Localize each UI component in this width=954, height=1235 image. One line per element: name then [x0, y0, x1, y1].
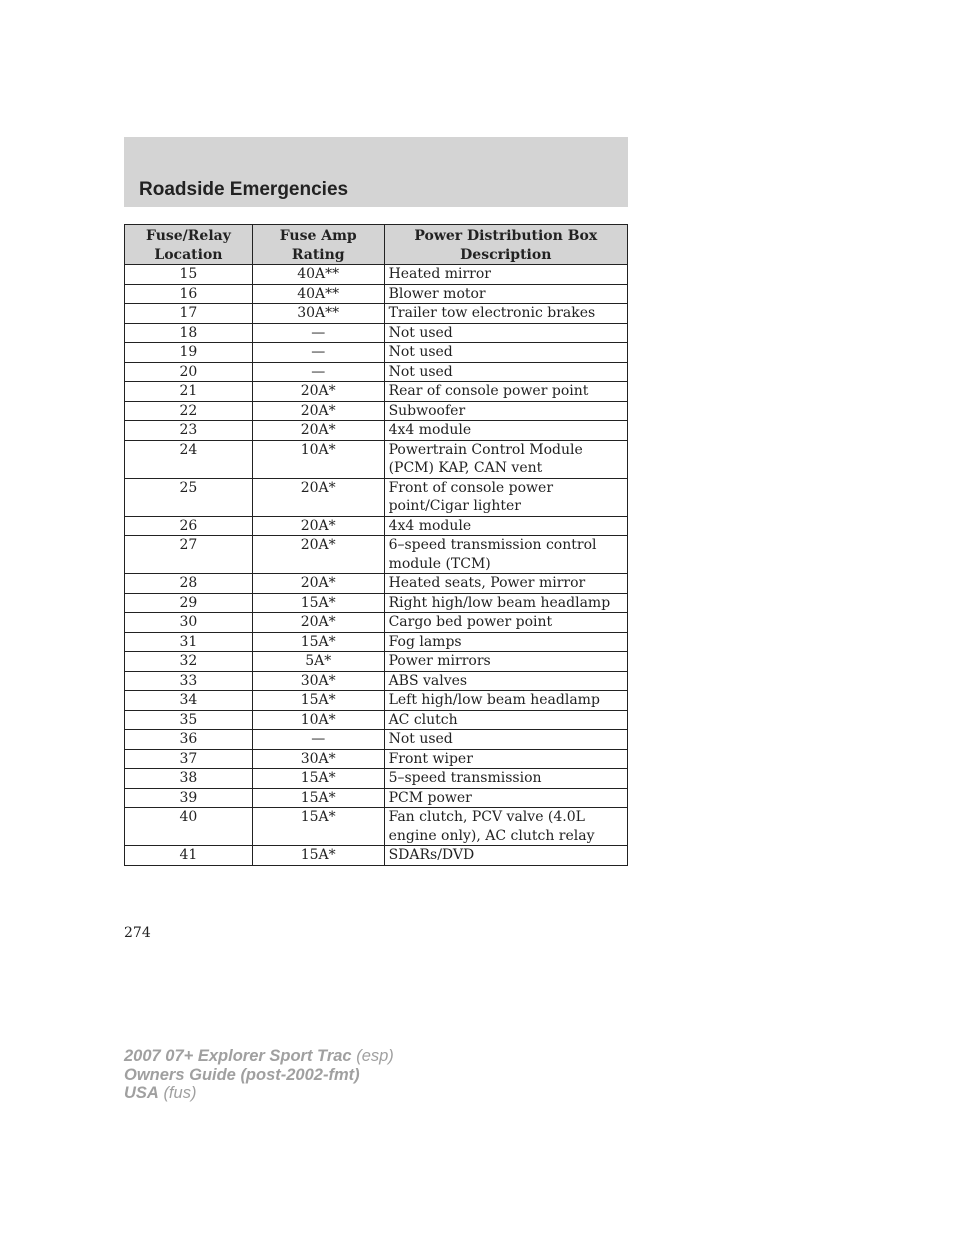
- fuse-rating-cell: 30A**: [252, 304, 384, 324]
- fuse-location-cell: 34: [125, 691, 253, 711]
- table-header-row: [125, 225, 628, 265]
- fuse-description-cell: Not used: [384, 323, 627, 343]
- fuse-location-cell: 16: [125, 284, 253, 304]
- section-header-band: [124, 137, 628, 207]
- fuse-description-cell: Not used: [384, 730, 627, 750]
- fuse-description-cell: Front of console power point/Cigar lighter: [384, 478, 627, 516]
- column-header-location: Fuse/Relay Location: [125, 225, 253, 265]
- fuse-location-cell: 40: [125, 808, 253, 846]
- table-row: [125, 440, 628, 478]
- fuse-rating-cell: 20A*: [252, 613, 384, 633]
- fuse-rating-cell: 15A*: [252, 632, 384, 652]
- fuse-rating-cell: —: [252, 343, 384, 363]
- fuse-rating-cell: 20A*: [252, 574, 384, 594]
- table-row: [125, 265, 628, 285]
- fuse-location-cell: 32: [125, 652, 253, 672]
- fuse-location-cell: 33: [125, 671, 253, 691]
- fuse-location-cell: 20: [125, 362, 253, 382]
- footer-model: 2007 07+ Explorer Sport Trac: [124, 1047, 352, 1065]
- table-row: [125, 574, 628, 594]
- fuse-location-cell: 19: [125, 343, 253, 363]
- fuse-location-cell: 41: [125, 846, 253, 866]
- fuse-table: [124, 224, 628, 866]
- fuse-rating-cell: 15A*: [252, 769, 384, 789]
- table-row: [125, 593, 628, 613]
- fuse-rating-cell: —: [252, 362, 384, 382]
- fuse-location-cell: 15: [125, 265, 253, 285]
- fuse-description-cell: Subwoofer: [384, 401, 627, 421]
- table-row: [125, 846, 628, 866]
- page-number: 274: [124, 925, 151, 941]
- fuse-rating-cell: 15A*: [252, 788, 384, 808]
- table-row: [125, 382, 628, 402]
- fuse-rating-cell: 15A*: [252, 808, 384, 846]
- fuse-description-cell: Rear of console power point: [384, 382, 627, 402]
- table-row: [125, 478, 628, 516]
- table-row: [125, 536, 628, 574]
- fuse-location-cell: 18: [125, 323, 253, 343]
- fuse-rating-cell: 10A*: [252, 710, 384, 730]
- fuse-location-cell: 31: [125, 632, 253, 652]
- fuse-location-cell: 30: [125, 613, 253, 633]
- fuse-location-cell: 28: [125, 574, 253, 594]
- table-row: [125, 421, 628, 441]
- fuse-description-cell: Not used: [384, 362, 627, 382]
- table-row: [125, 730, 628, 750]
- fuse-rating-cell: 20A*: [252, 382, 384, 402]
- footer-market-code: (fus): [163, 1084, 197, 1102]
- fuse-location-cell: 21: [125, 382, 253, 402]
- table-row: [125, 516, 628, 536]
- fuse-description-cell: AC clutch: [384, 710, 627, 730]
- table-row: [125, 808, 628, 846]
- table-row: [125, 788, 628, 808]
- fuse-rating-cell: —: [252, 323, 384, 343]
- fuse-location-cell: 24: [125, 440, 253, 478]
- fuse-table-body: [125, 265, 628, 866]
- footer-market: USA: [124, 1084, 159, 1102]
- fuse-location-cell: 36: [125, 730, 253, 750]
- fuse-rating-cell: 40A**: [252, 284, 384, 304]
- footer-guide: Owners Guide (post-2002-fmt): [124, 1065, 360, 1084]
- table-row: [125, 323, 628, 343]
- table-row: [125, 652, 628, 672]
- fuse-description-cell: 5–speed transmission: [384, 769, 627, 789]
- fuse-location-cell: 37: [125, 749, 253, 769]
- fuse-rating-cell: —: [252, 730, 384, 750]
- table-row: [125, 632, 628, 652]
- fuse-description-cell: Fan clutch, PCV valve (4.0L engine only), AC clutch relay: [384, 808, 627, 846]
- table-row: [125, 284, 628, 304]
- fuse-rating-cell: 15A*: [252, 691, 384, 711]
- column-header-description: Power Distribution Box Description: [384, 225, 627, 265]
- fuse-description-cell: Cargo bed power point: [384, 613, 627, 633]
- fuse-location-cell: 23: [125, 421, 253, 441]
- footer-model-code: (esp): [356, 1047, 394, 1065]
- fuse-location-cell: 22: [125, 401, 253, 421]
- fuse-location-cell: 35: [125, 710, 253, 730]
- fuse-description-cell: Heated mirror: [384, 265, 627, 285]
- fuse-description-cell: Front wiper: [384, 749, 627, 769]
- fuse-location-cell: 38: [125, 769, 253, 789]
- fuse-description-cell: Fog lamps: [384, 632, 627, 652]
- fuse-description-cell: ABS valves: [384, 671, 627, 691]
- fuse-rating-cell: 20A*: [252, 516, 384, 536]
- fuse-location-cell: 17: [125, 304, 253, 324]
- table-row: [125, 613, 628, 633]
- fuse-description-cell: 4x4 module: [384, 421, 627, 441]
- table-row: [125, 749, 628, 769]
- fuse-description-cell: Not used: [384, 343, 627, 363]
- table-row: [125, 769, 628, 789]
- table-row: [125, 401, 628, 421]
- document-footer: [124, 1047, 394, 1103]
- fuse-rating-cell: 15A*: [252, 846, 384, 866]
- fuse-description-cell: Blower motor: [384, 284, 627, 304]
- table-row: [125, 691, 628, 711]
- table-row: [125, 304, 628, 324]
- fuse-description-cell: 6–speed transmission control module (TCM): [384, 536, 627, 574]
- fuse-rating-cell: 10A*: [252, 440, 384, 478]
- fuse-description-cell: Right high/low beam headlamp: [384, 593, 627, 613]
- fuse-description-cell: Left high/low beam headlamp: [384, 691, 627, 711]
- fuse-rating-cell: 20A*: [252, 401, 384, 421]
- section-title: Roadside Emergencies: [139, 179, 349, 200]
- fuse-rating-cell: 30A*: [252, 671, 384, 691]
- fuse-location-cell: 29: [125, 593, 253, 613]
- fuse-description-cell: Powertrain Control Module (PCM) KAP, CAN vent: [384, 440, 627, 478]
- fuse-description-cell: Trailer tow electronic brakes: [384, 304, 627, 324]
- fuse-rating-cell: 30A*: [252, 749, 384, 769]
- fuse-description-cell: Power mirrors: [384, 652, 627, 672]
- fuse-description-cell: Heated seats, Power mirror: [384, 574, 627, 594]
- fuse-description-cell: PCM power: [384, 788, 627, 808]
- fuse-rating-cell: 5A*: [252, 652, 384, 672]
- fuse-rating-cell: 40A**: [252, 265, 384, 285]
- table-row: [125, 362, 628, 382]
- table-row: [125, 343, 628, 363]
- table-row: [125, 671, 628, 691]
- fuse-rating-cell: 20A*: [252, 536, 384, 574]
- fuse-location-cell: 25: [125, 478, 253, 516]
- fuse-rating-cell: 20A*: [252, 421, 384, 441]
- fuse-description-cell: 4x4 module: [384, 516, 627, 536]
- fuse-location-cell: 39: [125, 788, 253, 808]
- fuse-description-cell: SDARs/DVD: [384, 846, 627, 866]
- table-row: [125, 710, 628, 730]
- fuse-location-cell: 26: [125, 516, 253, 536]
- fuse-location-cell: 27: [125, 536, 253, 574]
- fuse-rating-cell: 20A*: [252, 478, 384, 516]
- column-header-rating: Fuse Amp Rating: [252, 225, 384, 265]
- fuse-rating-cell: 15A*: [252, 593, 384, 613]
